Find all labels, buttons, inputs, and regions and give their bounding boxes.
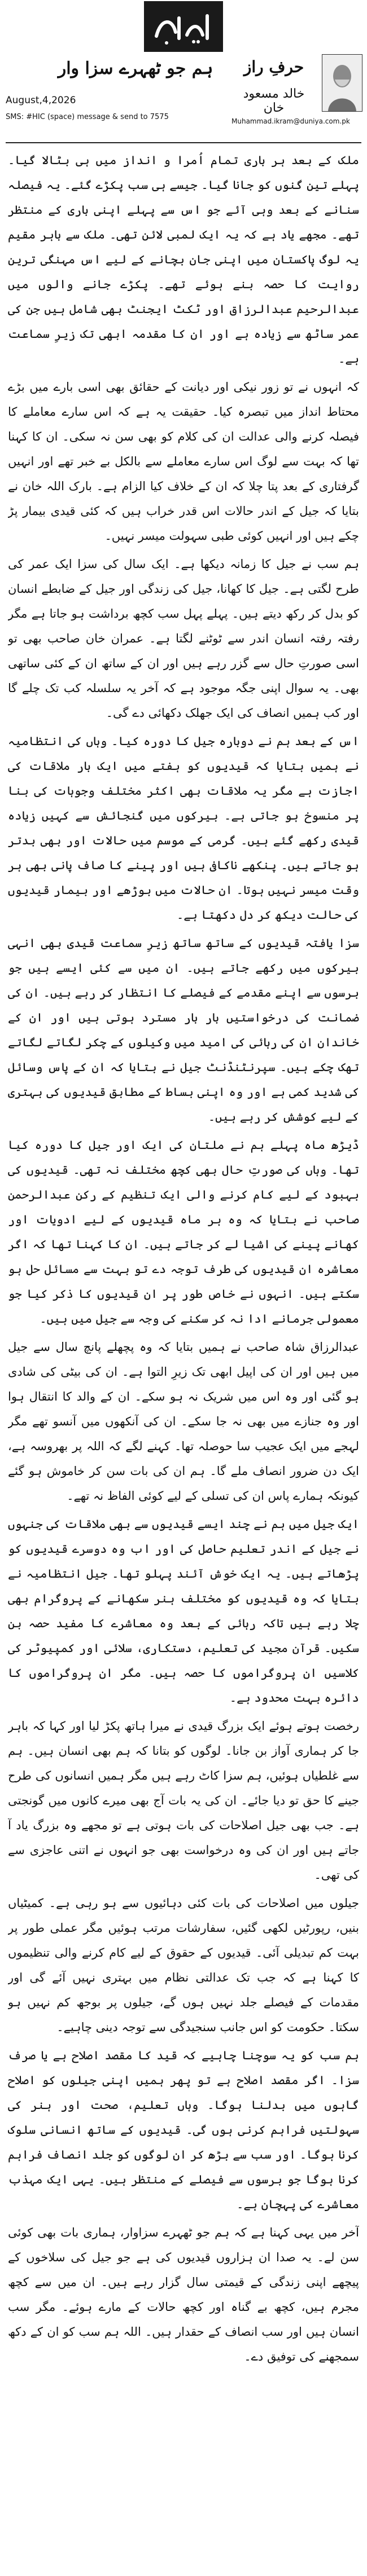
article-paragraph: آخر میں یہی کہنا ہے کہ ہم جو ٹھہرے سزاوار، ہماری بات بھی کوئی سن لے۔ یہ صدا ان ہزاروں قیدیوں کی ہے جو جیل کی سلاخوں کے پیچھے اپنی زندگی کے قیمتی سال گزار رہے ہیں۔ ان میں سے کچھ مجرم ہیں، کچھ بے گناہ اور کچھ حالات کے مارے ہوئے۔ مگر سب انسان ہیں اور سب انصاف کے حقدار ہیں۔ اللہ ہم سب کو ان کے دکھ سمجھنے کی توفیق دے۔ (8, 2226, 359, 2363)
author-portrait-icon (322, 54, 362, 112)
dunya-newspaper-logo-icon (144, 1, 223, 52)
article-paragraph: ہم سب نے جیل کا زمانہ دیکھا ہے۔ ایک سال کی سزا ایک عمر کی طرح لگتی ہے۔ جیل کا کھانا، جیل کی زندگی اور جیل کے ضابطے انسان کو بدل کر رکھ دیتے ہیں۔ پہلے پہل سب کچھ برداشت ہو جاتا ہے مگر رفتہ رفتہ انسان اندر سے ٹوٹنے لگتا ہے۔ عمران خان صاحب بھی تو اسی صورتِ حال سے گزر رہے ہیں اور ان کے ساتھ ان کے کئی ساتھی بھی۔ یہ سوال اپنی جگہ موجود ہے کہ آخر یہ سلسلہ کب تک چلے گا اور کب ہمیں انصاف کی ایک جھلک دکھائی دے گی۔ (8, 557, 359, 720)
publish-date: August,4,2026 (6, 95, 76, 106)
author-email: Muhammad.ikram@duniya.com.pk (231, 117, 350, 125)
logo-graphic (144, 1, 223, 52)
article-paragraph: کہ انہوں نے تو زور نیکی اور دیانت کے حقائق بھی اسی بارے میں بڑے محتاط انداز میں تبصرہ کیا۔ حقیقت یہ ہے کہ اس سارے معاملے کا فیصلہ کرنے والی عدالت ان کی کلام کو بھی سن نہ سکی۔ ان کا کہنا تھا کہ بہت سے لوگ اس سارے معاملے سے بالکل بے خبر تھے اور انہیں گرفتاری کے بعد پتا چلا کہ ان کے خلاف کیا الزام ہے۔ بارک اللہ خان نے بتایا کہ جیل کے اندر حالات اس قدر خراب ہیں کہ کئی قیدی بیمار پڑ چکے ہیں اور انہیں کوئی طبی سہولت میسر نہیں۔ (8, 380, 359, 543)
header-left (6, 54, 220, 139)
article-paragraph: اس کے بعد ہم نے دوبارہ جیل کا دورہ کیا۔ وہاں کی انتظامیہ نے ہمیں بتایا کہ قیدیوں کو ہفتے میں ایک بار ملاقات کی اجازت ہے مگر یہ ملاقات بھی اکثر مختلف وجوہات کی بنا پر منسوخ ہو جاتی ہے۔ بیرکوں میں گنجائش سے کہیں زیادہ قیدی رکھے گئے ہیں۔ گرمی کے موسم میں حالات اور بھی بدتر ہو جاتے ہیں۔ پنکھے ناکافی ہیں اور پینے کا صاف پانی بھی ہر وقت میسر نہیں ہوتا۔ ان حالات میں بوڑھے اور بیمار قیدیوں کی حالت دیکھ کر دل دکھتا ہے۔ (8, 734, 359, 922)
article-paragraph: ڈیڑھ ماہ پہلے ہم نے ملتان کی ایک اور جیل کا دورہ کیا تھا۔ وہاں کی صورتِ حال بھی کچھ مختلف نہ تھی۔ قیدیوں کی بہبود کے لیے کام کرنے والی ایک تنظیم کے رکن عبدالرحمن صاحب نے بتایا کہ وہ ہر ماہ قیدیوں کے لیے ادویات اور کھانے پینے کی اشیا لے کر جاتے ہیں۔ ان کا کہنا تھا کہ اگر معاشرہ ان قیدیوں کی طرف توجہ دے تو بہت سے مسائل حل ہو سکتے ہیں۔ انہوں نے خاص طور پر ان قیدیوں کا ذکر کیا جو معمولی جرمانے ادا نہ کر سکنے کی وجہ سے جیل میں ہیں۔ (8, 1138, 359, 1326)
article-paragraph: ہم سب کو یہ سوچنا چاہیے کہ قید کا مقصد اصلاح ہے یا صرف سزا۔ اگر مقصد اصلاح ہے تو پھر ہمیں اپنی جیلوں کو اصلاح گاہوں میں بدلنا ہوگا۔ وہاں تعلیم، صحت اور ہنر کی سہولتیں فراہم کرنی ہوں گی۔ قیدیوں کے ساتھ انسانی سلوک کرنا ہوگا۔ اور سب سے بڑھ کر ان لوگوں کو جلد انصاف فراہم کرنا ہوگا جو برسوں سے فیصلے کے منتظر ہیں۔ یہی ایک مہذب معاشرے کی پہچان ہے۔ (8, 2049, 359, 2211)
article-paragraph: جیلوں میں اصلاحات کی بات کئی دہائیوں سے ہو رہی ہے۔ کمیٹیاں بنیں، رپورٹیں لکھی گئیں، سفارشات مرتب ہوئیں مگر عملی طور پر بہت کم تبدیلی آئی۔ قیدیوں کے حقوق کے لیے کام کرنے والی تنظیموں کا کہنا ہے کہ جب تک عدالتی نظام میں بہتری نہیں آئے گی اور مقدمات کے فیصلے جلد نہیں ہوں گے، جیلوں پر بوجھ کم نہیں ہو سکتا۔ حکومت کو اس جانب سنجیدگی سے توجہ دینی چاہیے۔ (8, 1896, 359, 2034)
portrait-graphic (322, 55, 362, 111)
header-divider (6, 142, 361, 143)
article-paragraph: سزا یافتہ قیدیوں کے ساتھ ساتھ زیرِ سماعت قیدی بھی انہی بیرکوں میں رکھے جاتے ہیں۔ ان میں سے کئی ایسے ہیں جو برسوں سے اپنے مقدمے کے فیصلے کا انتظار کر رہے ہیں۔ ان کی ضمانت کی درخواستیں بار بار مسترد ہوتی ہیں اور ان کے خاندان ان کی رہائی کی امید میں وکیلوں کے چکر لگاتے لگاتے تھک چکے ہیں۔ سپرنٹنڈنٹ جیل نے بتایا کہ ان کے پاس وسائل کی شدید کمی ہے اور وہ اپنی بساط کے مطابق قیدیوں کی بہتری کے لیے کوشش کر رہے ہیں۔ (8, 936, 359, 1124)
article-paragraph: ملک کے بعد ہر باری تمام اُمرا و انداز میں ہی بٹالا گیا۔ پہلے تین گنوں کو جانا گیا۔ جیسے ہی سب پکڑے گئے۔ یہ فیصلہ سنانے کے بعد وہی آئے جو اس سے پہلے اپنی باری کے منتظر تھے۔ مجھے یاد ہے کہ یہ ایک لمبی لائن تھی۔ ملک سے باہر مقیم یہ لوگ پاکستان میں اپنی جان بچانے کے لیے اس مہنگی ترین روایت کا حصہ بنے ہوئے تھے۔ پکڑے جانے والوں میں عبدالرحیم عبدالرزاق اور ٹکٹ ایجنٹ بھی شامل ہیں جن کی عمر ساٹھ سے زیادہ ہے اور ان کا مقدمہ ابھی تک زیرِ سماعت ہے۔ (8, 153, 359, 366)
column-name: حرفِ راز (243, 58, 304, 76)
article-paragraph: رخصت ہوتے ہوئے ایک بزرگ قیدی نے میرا ہاتھ پکڑ لیا اور کہا کہ باہر جا کر ہماری آواز بن جانا۔ لوگوں کو بتانا کہ ہم بھی انسان ہیں۔ ہم سے غلطیاں ہوئیں، ہم سزا کاٹ رہے ہیں مگر ہمیں انسانوں کی طرح جینے کا حق تو دیا جائے۔ ان کی یہ بات آج بھی میرے کانوں میں گونجتی ہے۔ جب بھی جیل اصلاحات کی بات ہوتی ہے تو مجھے وہ بزرگ یاد آ جاتے ہیں اور ان کی وہ درخواست بھی جو انہوں نے اتنی عاجزی سے کی تھی۔ (8, 1719, 359, 1882)
header-right (231, 54, 361, 139)
author-name: خالد مسعود خان (243, 87, 305, 115)
column-title: ہم جو ٹھہرے سزا وار (58, 59, 213, 78)
sms-instructions: SMS: #HIC (space) message & send to 7575 (6, 113, 169, 121)
article-paragraph: عبدالرزاق شاہ صاحب نے ہمیں بتایا کہ وہ پچھلے پانچ سال سے جیل میں ہیں اور ان کی اپیل ابھی تک زیرِ التوا ہے۔ ان کی بیٹی کی شادی ہو گئی اور وہ اس میں شریک نہ ہو سکے۔ ان کے والد کا انتقال ہوا اور وہ جنازے میں بھی نہ جا سکے۔ ان کی آنکھوں میں آنسو تھے مگر لہجے میں ایک عجیب سا حوصلہ تھا۔ کہنے لگے کہ اللہ پر بھروسہ ہے، ایک دن ضرور انصاف ملے گا۔ ہم ان کی بات سن کر خاموش ہو گئے کیونکہ ہمارے پاس ان کی تسلی کے لیے کوئی الفاظ نہ تھے۔ (8, 1340, 359, 1503)
column-header (6, 54, 361, 139)
article-paragraph: ایک جیل میں ہم نے چند ایسے قیدیوں سے بھی ملاقات کی جنہوں نے جیل کے اندر تعلیم حاصل کی اور اب وہ دوسرے قیدیوں کو پڑھاتے ہیں۔ یہ ایک خوش آئند پہلو تھا۔ جیل انتظامیہ نے بتایا کہ وہ قیدیوں کو مختلف ہنر سکھانے کے پروگرام بھی چلا رہے ہیں تاکہ رہائی کے بعد وہ معاشرے کا مفید حصہ بن سکیں۔ قرآن مجید کی تعلیم، دستکاری، سلائی اور کمپیوٹر کی کلاسیں ان پروگراموں کا حصہ ہیں۔ مگر ان پروگراموں کا دائرہ بہت محدود ہے۔ (8, 1517, 359, 1705)
article-body (8, 148, 359, 2568)
